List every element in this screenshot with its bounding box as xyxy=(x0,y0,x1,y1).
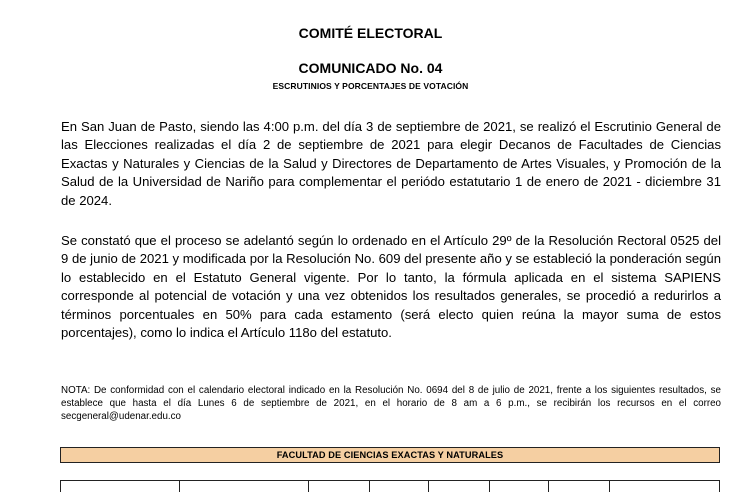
paragraph-procedure: Se constató que el proceso se adelantó según lo ordenado en el Artículo 29º de la Resolución Rectoral 0525 del 9 de junio de 2021 y modificada por la Resolución No. 609 del presente año y se estableció la ponderación según lo establecido en el Estatuto General vigente. Por lo tanto, la fórmula aplicada en el sistema SAPIENS corresponde al potencial de votación y una vez obtenidos los resultados generales, se procedió a redurirlos a términos porcentuales en 50% para cada estamento (será electo quien reúna la mayor suma de estos porcentajes), como lo indica el Artículo 118o del estatuto. xyxy=(61,233,721,341)
faculty-section-header: FACULTAD DE CIENCIAS EXACTAS Y NATURALES xyxy=(60,447,720,463)
table-cell xyxy=(180,481,309,492)
note-paragraph: NOTA: De conformidad con el calendario electoral indicado en la Resolución No. 0694 del 8 de julio de 2021, frente a los siguientes resultados, se establece que hasta el día Lunes 6 de septiembre de 2021, en el horario de 8 am a 6 p.m., se recibirán los recursos en el correo secgeneral@udenar.edu.co xyxy=(61,385,721,422)
communique-title: COMUNICADO No. 04 xyxy=(298,60,443,76)
communique-subtitle: ESCRUTINIOS Y PORCENTAJES DE VOTACIÓN xyxy=(272,81,469,91)
table-cell xyxy=(429,481,490,492)
table-cell xyxy=(309,481,370,492)
table-cell xyxy=(370,481,429,492)
table-cell xyxy=(549,481,610,492)
committee-title: COMITÉ ELECTORAL xyxy=(298,25,443,41)
table-cell xyxy=(610,481,719,492)
paragraph-scrutiny: En San Juan de Pasto, siendo las 4:00 p.m. del día 3 de septiembre de 2021, se realizó el Escrutinio General de las Elecciones realizadas el día 2 de septiembre de 2021 para elegir Decanos de Facultades de Ciencias Exactas y Naturales y Ciencias de la Salud y Directores de Departamento de Artes Visuales, y Promoción de la Salud de la Universidad de Nariño para complementar el periódo estatutario 1 de enero de 2021 - diciembre 31 de 2024. xyxy=(61,119,721,208)
results-table-top xyxy=(60,480,720,492)
table-cell xyxy=(61,481,180,492)
table-cell xyxy=(490,481,549,492)
